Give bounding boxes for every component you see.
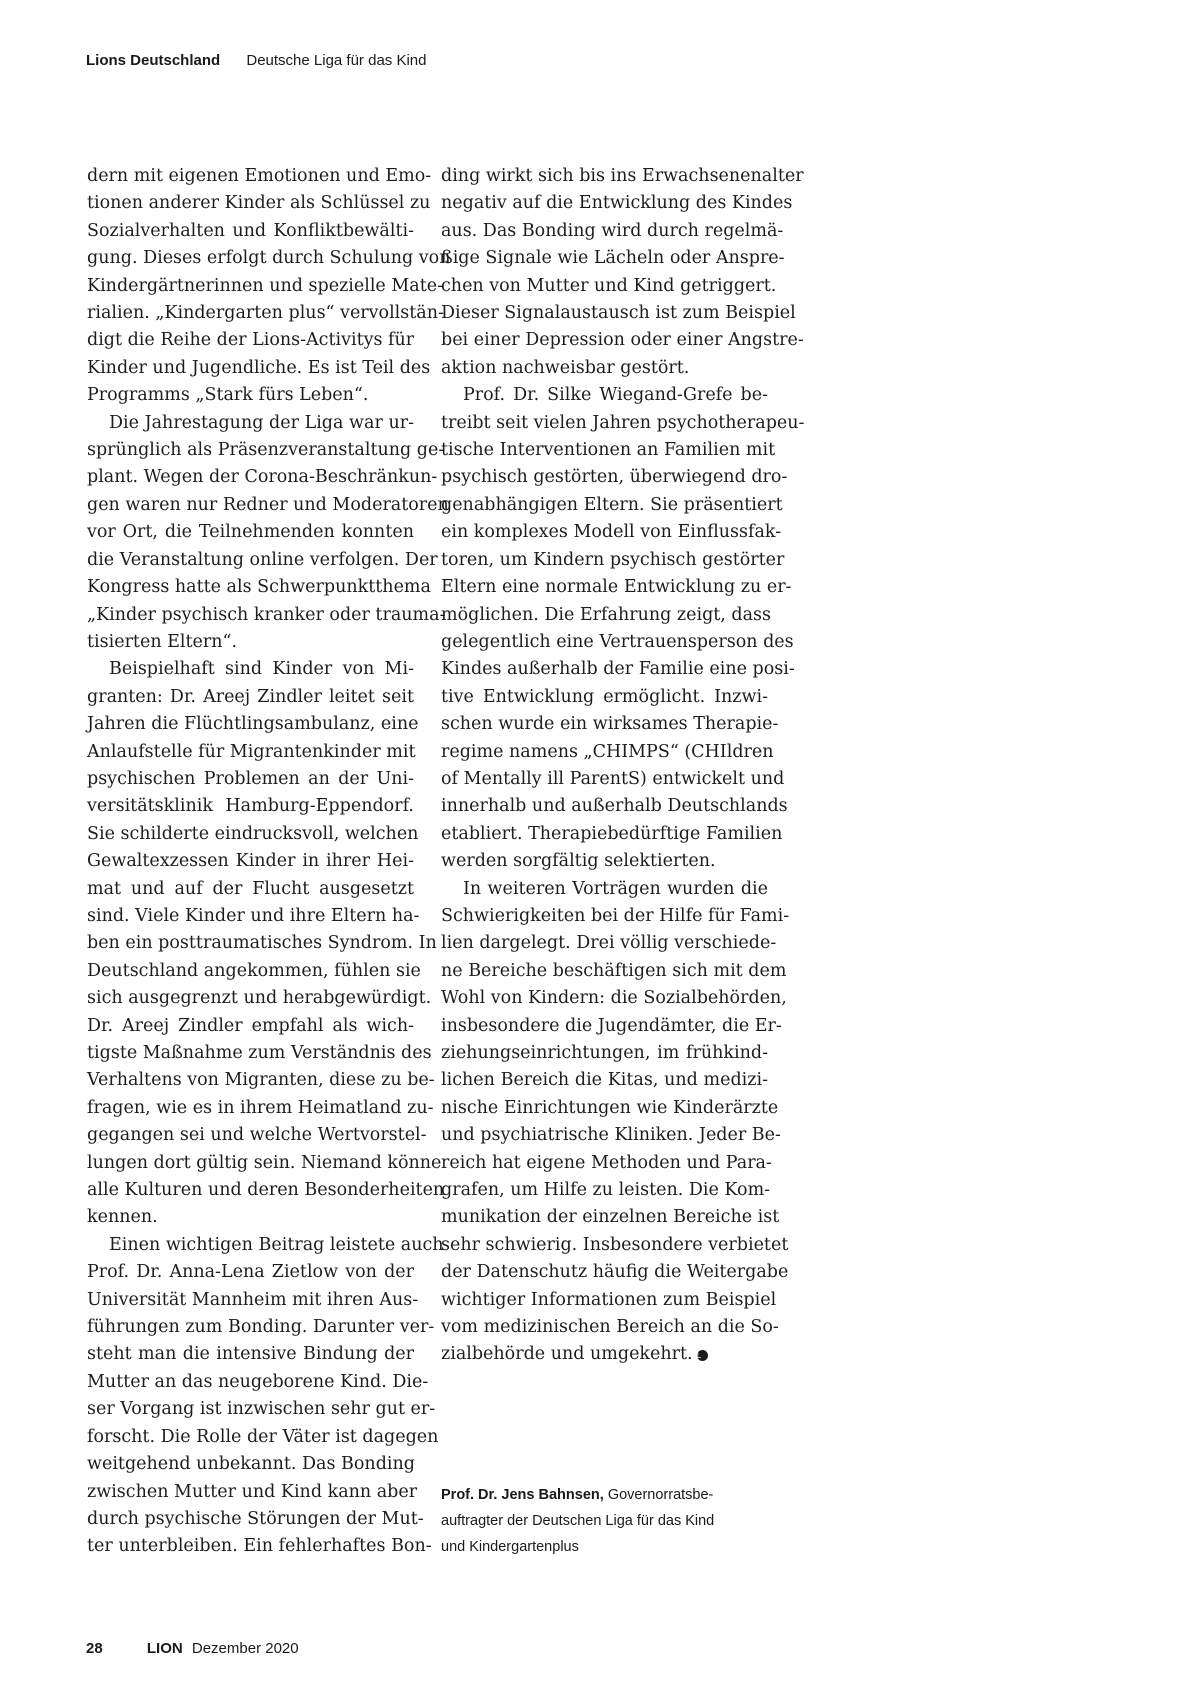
text-line-content: lungen dort gültig sein. Niemand könne [87,1152,442,1173]
text-line-content: lichen Bereich die Kitas, und medizi- [441,1070,768,1091]
text-line-content: tionen anderer Kinder als Schlüssel zu [87,193,431,214]
text-line [441,1177,771,1204]
text-line-content: treibt seit vielen Jahren psychotherapeu- [441,412,805,433]
text-line-content: psychisch gestörten, überwiegend dro- [441,467,788,488]
text-line-content: sich ausgegrenzt und herabgewürdigt. [87,988,432,1009]
text-line [441,355,768,382]
text-line-content: weitgehend unbekannt. Das Bonding [87,1454,415,1475]
text-line [87,273,444,300]
text-line-content: Sozialverhalten und Konfliktbewälti- [87,220,414,241]
article-column-left [87,163,451,1561]
text-line [87,656,414,683]
text-line-content: steht man die intensive Bindung der [87,1344,414,1365]
text-line-content: werden sorgfältig selektierten. [441,851,716,872]
text-line-content: tive Entwicklung ermöglicht. Inzwi- [441,686,768,707]
text-line [87,1095,434,1122]
text-line [87,300,444,327]
text-line-content: ne Bereiche beschäftigen sich mit dem [441,960,787,981]
page-number: 28 [86,1640,103,1657]
text-line [441,684,768,711]
magazine-name: LION [146,1640,183,1657]
text-line [441,464,788,491]
text-line-content: fragen, wie es in ihrem Heimatland zu- [87,1097,434,1118]
text-line-content: toren, um Kindern psychisch gestörter [441,549,785,570]
text-line [87,629,414,656]
text-line [441,821,783,848]
text-line-content: Beispielhaft sind Kinder von Mi- [109,659,414,680]
text-line-content: lien dargelegt. Drei völlig verschiede- [441,933,777,954]
text-line-content: Wohl von Kindern: die Sozialbehörden, [441,988,787,1009]
text-line [87,327,414,354]
text-line-content: dern mit eigenen Emotionen und Emo- [87,166,432,186]
text-line [87,739,414,766]
article-column-right [441,163,805,1369]
text-line-content: führungen zum Bonding. Darunter ver- [87,1317,435,1338]
text-line-content: Kinder und Jugendliche. Es ist Teil des [87,357,431,378]
text-line [441,163,804,190]
text-line-content: sind. Viele Kinder und ihre Eltern ha- [87,905,420,926]
text-line [87,985,432,1012]
text-line [441,1095,779,1122]
text-line-content: chen von Mutter und Kind getriggert. [441,275,777,296]
text-line-content: Kindes außerhalb der Familie eine posi- [441,659,795,680]
text-line-content: psychischen Problemen an der Uni- [87,768,414,789]
text-line [441,656,795,683]
text-line [87,1369,429,1396]
text-line [441,766,785,793]
author-name: Prof. Dr. Jens Bahnsen, [441,1487,604,1503]
text-line [441,1314,779,1341]
text-line-content: grafen, um Hilfe zu leisten. Die Kom- [441,1180,771,1201]
text-line-content: Kongress hatte als Schwerpunktthema [87,577,431,598]
text-line-content: Kindergärtnerinnen und spezielle Mate- [87,275,444,296]
text-line-content: digt die Reihe der Lions-Activitys für [87,330,415,351]
text-line [87,848,414,875]
text-line-content: forscht. Die Rolle der Väter ist dagegen [87,1426,439,1447]
text-line-content: bei einer Depression oder einer Angstre- [441,330,804,351]
text-line [441,1232,789,1259]
text-line-content: rialien. „Kindergarten plus“ vervollstän- [87,303,444,324]
text-line [87,218,414,245]
running-header [86,52,426,69]
text-line [87,1232,444,1259]
text-line [87,903,420,930]
text-line [441,273,777,300]
text-line [87,821,419,848]
text-line-content: nische Einrichtungen wie Kinderärzte [441,1097,779,1118]
text-line [87,1287,419,1314]
text-line [87,574,431,601]
text-line [441,876,768,903]
text-line [87,163,432,190]
text-line-content: ßige Signale wie Lächeln oder Anspre- [441,248,785,269]
text-line [441,1067,768,1094]
text-line-content: ziehungseinrichtungen, im frühkind- [441,1043,768,1063]
text-line-content: kennen. [87,1207,158,1228]
text-line-content: die Veranstaltung online verfolgen. Der [87,549,438,570]
text-line [441,602,772,629]
text-line-content: ding wirkt sich bis ins Erwachsenenalter [441,166,804,186]
text-line-content: ser Vorgang ist inzwischen sehr gut er- [87,1399,436,1420]
text-line-content: Programms „Stark fürs Leben“. [87,385,369,406]
text-line-content: Dr. Areej Zindler empfahl als wich- [87,1015,414,1036]
text-line [87,1341,414,1368]
text-line-content: gen waren nur Redner und Moderatoren [87,494,449,515]
text-line [441,519,782,546]
text-line [87,464,438,491]
text-line [441,930,777,957]
text-line [87,1506,424,1533]
text-line-content: Gewaltexzessen Kinder in ihrer Hei- [87,851,414,872]
text-line-content: „Kinder psychisch kranker oder trauma- [87,604,446,625]
text-line [87,711,419,738]
text-line [87,1013,414,1040]
text-line [87,1533,432,1560]
text-line [441,903,790,930]
text-line [441,1122,781,1149]
text-line-content: sprünglich als Präsenzveranstaltung ge- [87,440,445,461]
text-line [441,300,796,327]
text-line-content: gelegentlich eine Vertrauensperson des [441,631,794,652]
text-line-content: insbesondere die Jugendämter, die Er- [441,1015,782,1036]
text-line-content: Jahren die Flüchtlingsambulanz, eine [87,714,419,735]
text-line-content: Prof. Dr. Silke Wiegand-Grefe be- [463,385,768,406]
text-line-content: genabhängigen Eltern. Sie präsentiert [441,494,783,515]
text-line [87,410,414,437]
author-role-line: auftragter der Deutschen Liga für das Kind [441,1513,715,1529]
text-line-content: Prof. Dr. Anna-Lena Zietlow von der [87,1262,414,1283]
text-line [87,1204,414,1231]
author-note-line [441,1482,771,1508]
lion-end-mark-icon: L [697,1350,708,1361]
text-line-content: Mutter an das neugeborene Kind. Die- [87,1371,429,1392]
text-line [87,1177,445,1204]
text-line-content: ter unterbleiben. Ein fehlerhaftes Bon- [87,1536,432,1557]
text-line [87,1067,435,1094]
text-line-content: plant. Wegen der Corona-Beschränkun- [87,467,438,488]
text-line [441,410,805,437]
text-line-content: In weiteren Vorträgen wurden die [463,878,768,899]
text-line-content: munikation der einzelnen Bereiche ist [441,1207,780,1228]
text-line-content: ben ein posttraumatisches Syndrom. In [87,933,437,954]
text-line-content: Die Jahrestagung der Liga war ur- [109,412,414,433]
text-line [87,1314,435,1341]
text-line [441,985,787,1012]
text-line-content: versitätsklinik Hamburg-Eppendorf. [87,796,414,817]
text-line-content: tische Interventionen an Familien mit [441,440,776,461]
text-line-content: aus. Das Bonding wird durch regelmä- [441,220,784,241]
text-line [441,218,784,245]
text-line-content: durch psychische Störungen der Mut- [87,1508,424,1529]
text-line [441,739,774,766]
text-line [87,766,414,793]
text-line [441,958,787,985]
text-line-content: regime namens „CHIMPS“ (CHIldren [441,741,774,762]
text-line-content: Anlaufstelle für Migrantenkinder mit [87,741,416,762]
text-line-content: gegangen sei und welche Wertvorstel- [87,1125,427,1146]
text-line-content: etabliert. Therapiebedürftige Familien [441,823,783,844]
text-line [87,1451,414,1478]
text-line-content: Dieser Signalaustausch ist zum Beispiel [441,303,796,324]
text-line-content: innerhalb und außerhalb Deutschlands [441,796,788,817]
text-line-content: ein komplexes Modell von Einflussfak- [441,522,782,543]
text-line-content: vom medizinischen Bereich an die So- [441,1317,779,1338]
text-line [441,848,768,875]
text-line-content: der Datenschutz häufig die Weitergabe [441,1262,789,1283]
text-line [87,876,414,903]
text-line [87,930,437,957]
text-line-content: of Mentally ill ParentS) entwickelt und [441,768,785,789]
text-line-content: Verhaltens von Migranten, diese zu be- [87,1070,435,1091]
text-line [441,190,793,217]
text-line-content: vor Ort, die Teilnehmenden konnten [87,522,414,543]
text-line [441,793,788,820]
text-line-content: reich hat eigene Methoden und Para- [441,1152,772,1173]
text-line-content: gung. Dieses erfolgt durch Schulung von [87,248,451,269]
text-line-content: Sie schilderte eindrucksvoll, welchen [87,823,419,844]
text-line-content: sehr schwierig. Insbesondere verbietet [441,1234,789,1255]
text-line-content: schen wurde ein wirksames Therapie- [441,714,779,735]
text-line [87,602,446,629]
text-line [87,684,414,711]
text-line-content: tigste Maßnahme zum Verständnis des [87,1043,432,1063]
text-line [87,1259,414,1286]
text-line [441,547,785,574]
text-line-content: granten: Dr. Areej Zindler leitet seit [87,686,414,707]
author-note [441,1482,771,1560]
author-role-line: und Kindergartenplus [441,1539,579,1555]
text-line [87,793,414,820]
text-line [87,355,431,382]
author-role-line: Governorratsbe- [607,1487,714,1503]
text-line [87,437,445,464]
text-line [441,382,768,409]
text-line [441,711,779,738]
text-line [441,1150,772,1177]
text-line [87,245,451,272]
header-topic: Deutsche Liga für das Kind [246,52,427,69]
text-line-content: Deutschland angekommen, fühlen sie [87,960,421,981]
text-line [87,519,414,546]
text-line-content: alle Kulturen und deren Besonderheiten [87,1180,445,1201]
text-line [87,1122,427,1149]
text-line [441,492,783,519]
text-line [441,437,776,464]
text-line-content: wichtiger Informationen zum Beispiel [441,1289,777,1310]
text-line-content: tisierten Eltern“. [87,631,238,652]
text-line-content: Universität Mannheim mit ihren Aus- [87,1289,419,1310]
text-line [441,245,785,272]
text-line [441,1287,777,1314]
issue-date: Dezember 2020 [191,1640,299,1657]
text-line-content: möglichen. Die Erfahrung zeigt, dass [441,604,772,625]
text-line [87,1479,418,1506]
text-line [441,629,794,656]
page-footer [86,1640,299,1657]
text-line [87,1424,439,1451]
header-section-title: Lions Deutschland [86,52,221,69]
text-line [441,1040,768,1067]
text-line [87,492,449,519]
text-line [441,1341,768,1368]
text-line [441,574,792,601]
text-line-content: negativ auf die Entwicklung des Kindes [441,193,793,214]
text-line [441,327,804,354]
text-line [441,1013,782,1040]
text-line-content: zialbehörde und umgekehrt. [441,1344,693,1365]
text-line [87,382,414,409]
text-line-content: aktion nachweisbar gestört. [441,357,690,378]
text-line-content: zwischen Mutter und Kind kann aber [87,1481,418,1502]
text-line-content: Eltern eine normale Entwicklung zu er- [441,577,792,598]
text-line [87,547,438,574]
text-line [87,190,431,217]
text-line-content: und psychiatrische Kliniken. Jeder Be- [441,1125,781,1146]
text-line [441,1204,780,1231]
text-line [87,1396,436,1423]
text-line-content: Einen wichtigen Beitrag leistete auch [109,1234,444,1255]
text-line [87,958,421,985]
text-line [441,1259,789,1286]
text-line-content: Schwierigkeiten bei der Hilfe für Fami- [441,905,790,926]
text-line-content: mat und auf der Flucht ausgesetzt [87,878,414,899]
text-line [87,1040,432,1067]
text-line [87,1150,442,1177]
